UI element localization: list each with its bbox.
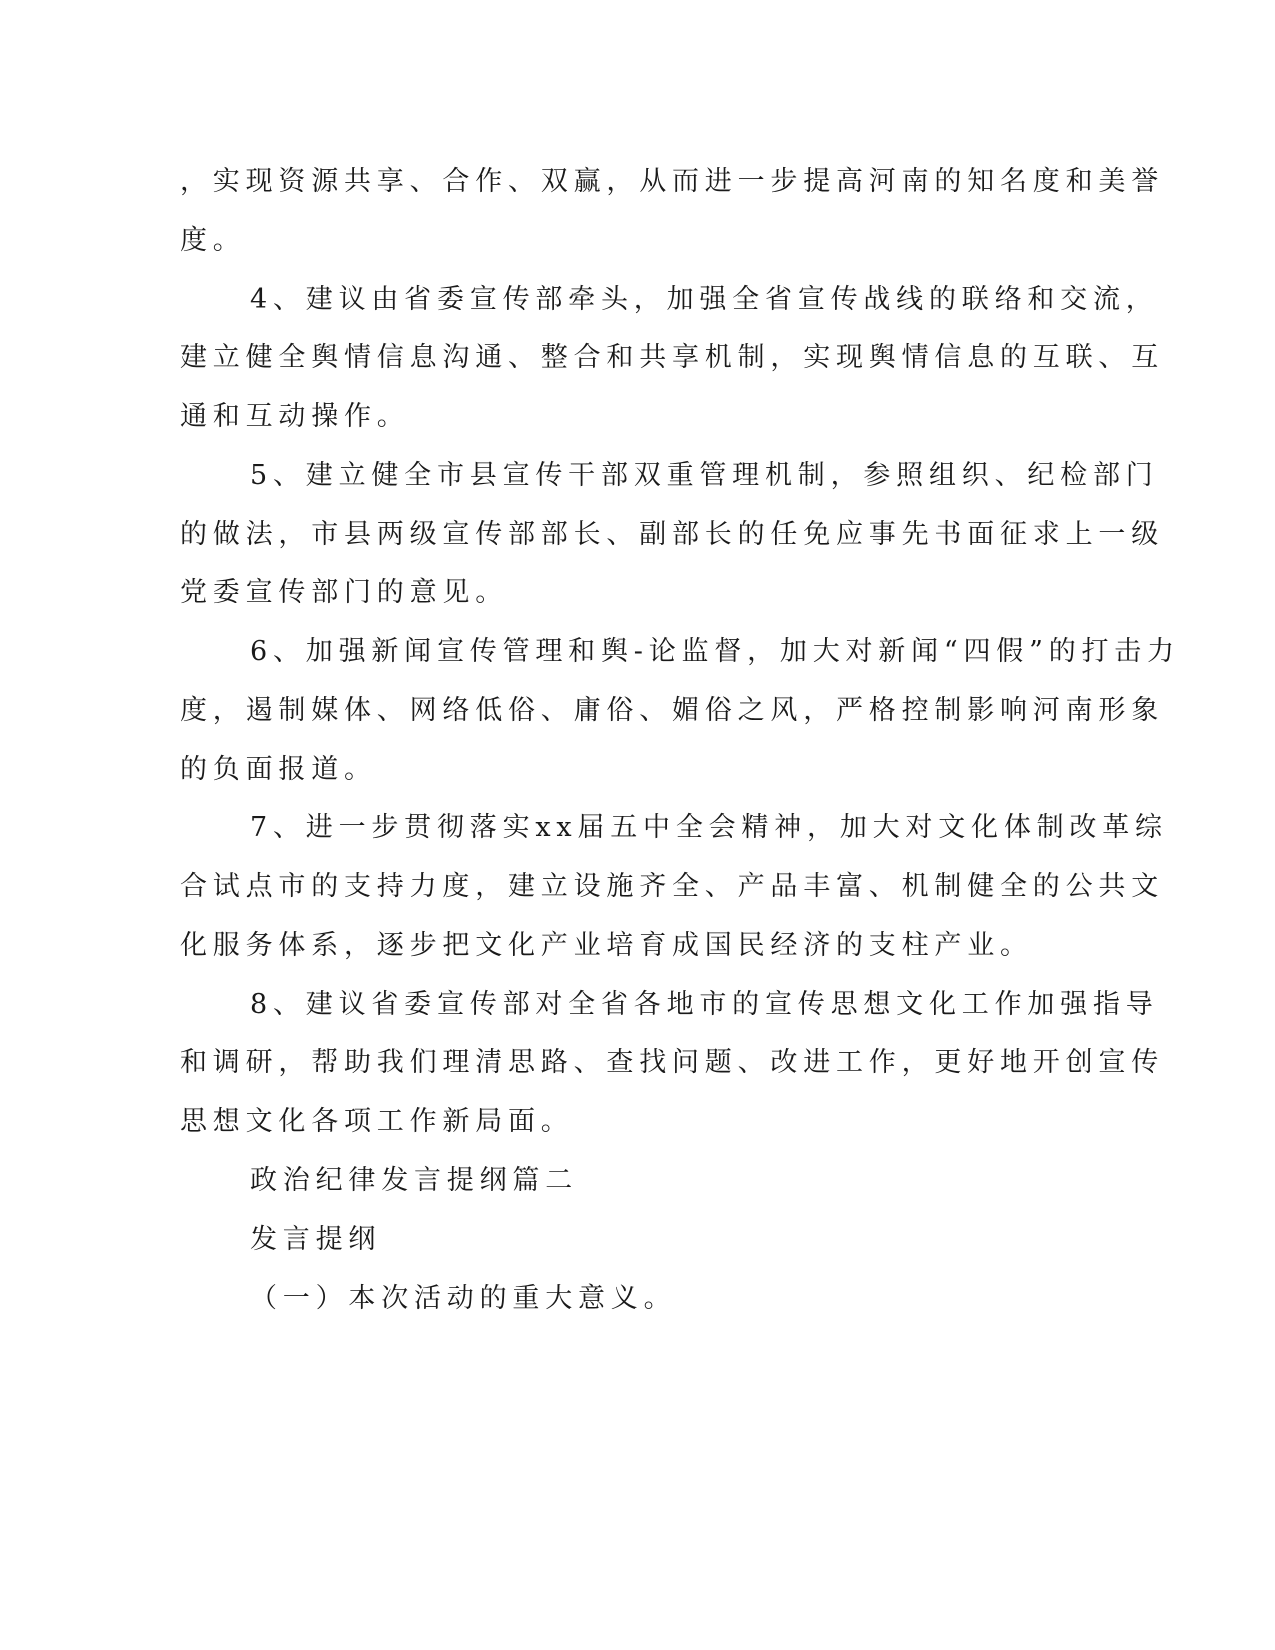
text-line: 化服务体系，逐步把文化产业培育成国民经济的支柱产业。 [180, 930, 1033, 961]
text-line: 4、建议由省委宣传部牵头，加强全省宣传战线的联络和交流， [250, 284, 1159, 315]
outline-item: （一）本次活动的重大意义。 [250, 1283, 677, 1314]
text-line: 度。 [180, 225, 246, 256]
text-line: 合试点市的支持力度，建立设施齐全、产品丰富、机制健全的公共文 [180, 871, 1164, 902]
text-line: 7、进一步贯彻落实xx届五中全会精神，加大对文化体制改革综 [250, 812, 1168, 843]
text-line: 6、加强新闻宣传管理和舆-论监督，加大对新闻“四假”的打击力 [250, 636, 1180, 667]
text-line: 5、建立健全市县宣传干部双重管理机制，参照组织、纪检部门 [250, 460, 1159, 491]
text-line: 通和互动操作。 [180, 401, 410, 432]
text-line: ，实现资源共享、合作、双赢，从而进一步提高河南的知名度和美誉 [180, 166, 1164, 197]
text-line: 党委宣传部门的意见。 [180, 577, 508, 608]
text-line: 的做法，市县两级宣传部部长、副部长的任免应事先书面征求上一级 [180, 519, 1164, 550]
text-line: 和调研，帮助我们理清思路、查找问题、改进工作，更好地开创宣传 [180, 1047, 1164, 1078]
section-title: 政治纪律发言提纲篇二 [250, 1165, 578, 1196]
text-line: 思想文化各项工作新局面。 [180, 1106, 574, 1137]
text-line: 度，遏制媒体、网络低俗、庸俗、媚俗之风，严格控制影响河南形象 [180, 695, 1164, 726]
text-line: 的负面报道。 [180, 754, 377, 785]
subtitle: 发言提纲 [250, 1224, 382, 1255]
text-line: 8、建议省委宣传部对全省各地市的宣传思想文化工作加强指导 [250, 989, 1159, 1020]
text-line: 建立健全舆情信息沟通、整合和共享机制，实现舆情信息的互联、互 [180, 342, 1164, 373]
